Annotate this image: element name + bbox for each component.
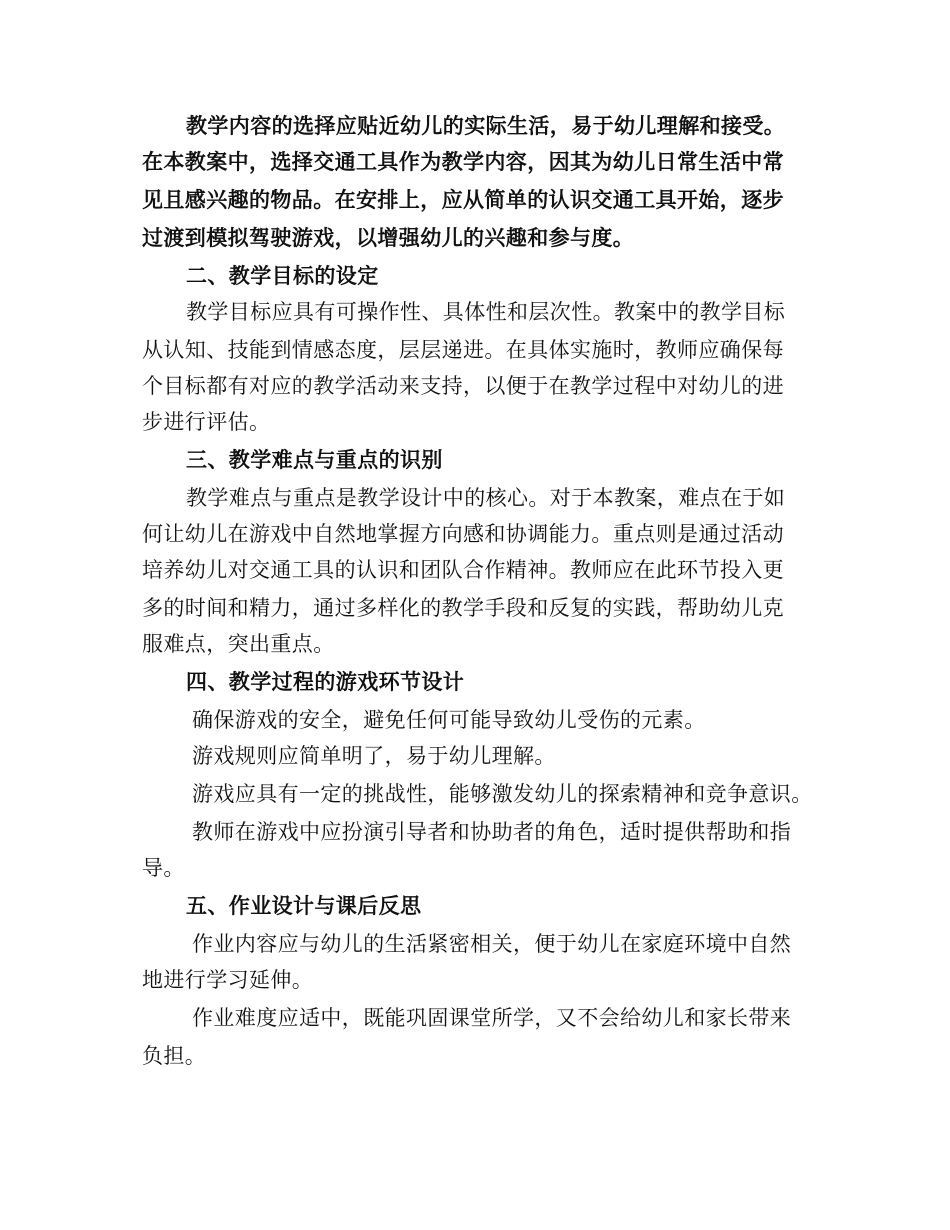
text-line: 教学内容的选择应贴近幼儿的实际生活，易于幼儿理解和接受。 — [186, 114, 786, 138]
text-line: 导。 — [142, 856, 185, 880]
section-heading: 三、教学难点与重点的识别 — [186, 448, 443, 472]
text-line: 服难点，突出重点。 — [142, 632, 335, 656]
text-line: 在本教案中，选择交通工具作为教学内容，因其为幼儿日常生活中常 — [142, 150, 784, 174]
text-line: 作业难度应适中，既能巩固课堂所学，又不会给幼儿和家长带来 — [192, 1006, 792, 1030]
text-line: 游戏应具有一定的挑战性，能够激发幼儿的探索精神和竞争意识。 — [192, 782, 813, 806]
section-heading: 四、教学过程的游戏环节设计 — [186, 670, 465, 694]
text-line: 教师在游戏中应扮演引导者和协助者的角色，适时提供帮助和指 — [192, 820, 792, 844]
text-line: 多的时间和精力，通过多样化的教学手段和反复的实践，帮助幼儿克 — [142, 596, 784, 620]
text-line: 步进行评估。 — [142, 410, 271, 434]
text-line: 何让幼儿在游戏中自然地掌握方向感和协调能力。重点则是通过活动 — [142, 522, 784, 546]
section-heading: 二、教学目标的设定 — [186, 264, 379, 288]
text-line: 教学目标应具有可操作性、具体性和层次性。教案中的教学目标 — [186, 300, 786, 324]
text-line: 从认知、技能到情感态度，层层递进。在具体实施时，教师应确保每 — [142, 338, 784, 362]
text-line: 负担。 — [142, 1044, 207, 1068]
text-line: 教学难点与重点是教学设计中的核心。对于本教案，难点在于如 — [186, 486, 786, 510]
text-line: 作业内容应与幼儿的生活紧密相关，便于幼儿在家庭环境中自然 — [192, 932, 792, 956]
section-heading: 五、作业设计与课后反思 — [186, 894, 422, 918]
text-line: 地进行学习延伸。 — [142, 968, 314, 992]
text-line: 个目标都有对应的教学活动来支持，以便于在教学过程中对幼儿的进 — [142, 374, 784, 398]
text-line: 过渡到模拟驾驶游戏，以增强幼儿的兴趣和参与度。 — [142, 226, 635, 250]
text-line: 游戏规则应简单明了，易于幼儿理解。 — [192, 744, 556, 768]
text-line: 见且感兴趣的物品。在安排上，应从简单的认识交通工具开始，逐步 — [142, 188, 784, 212]
text-line: 确保游戏的安全，避免任何可能导致幼儿受伤的元素。 — [192, 708, 706, 732]
text-line: 培养幼儿对交通工具的认识和团队合作精神。教师应在此环节投入更 — [142, 558, 784, 582]
